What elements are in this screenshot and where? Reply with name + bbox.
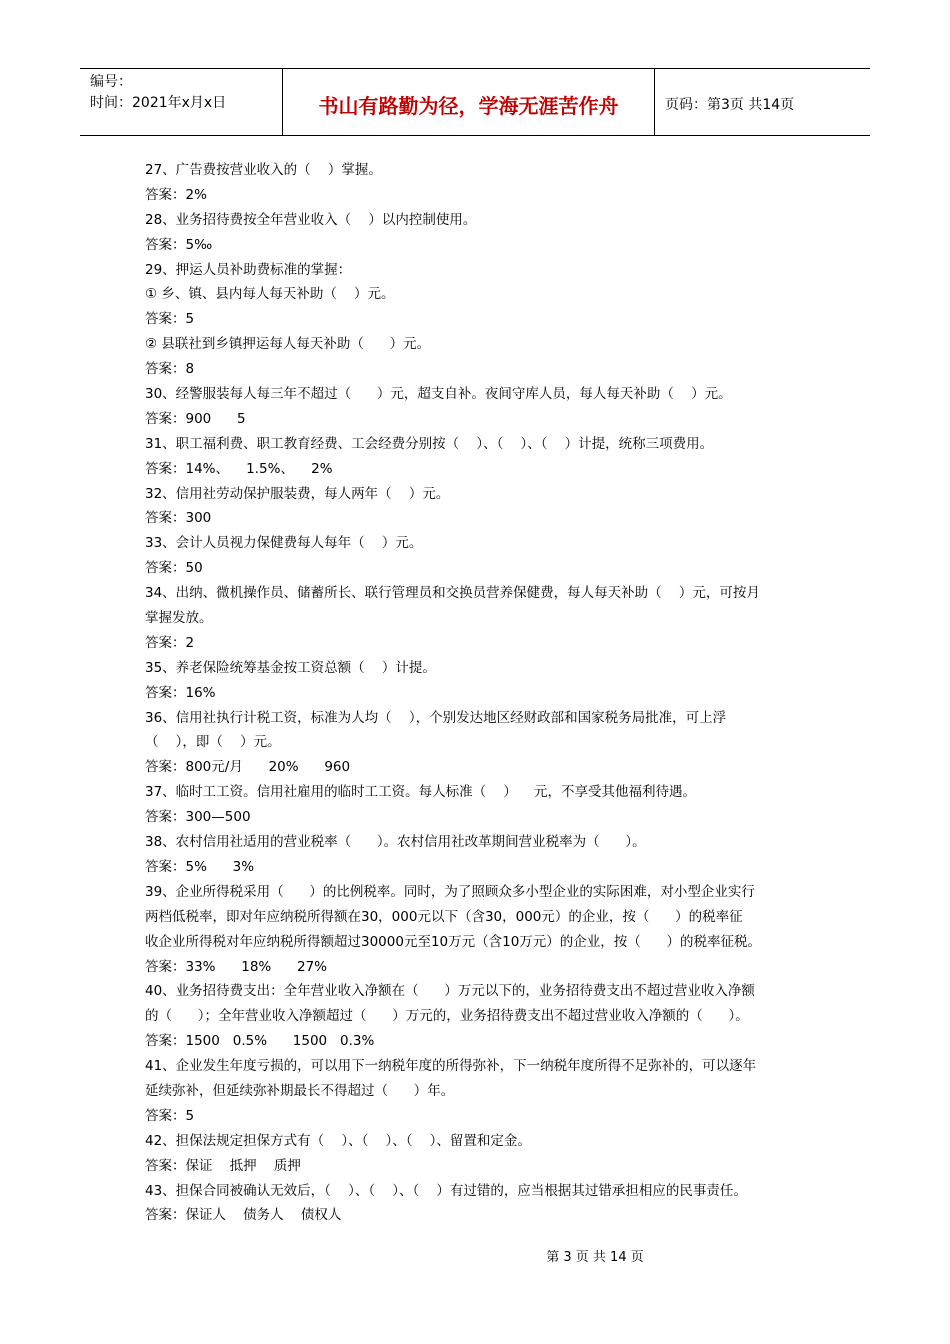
number-label: 编号：: [90, 74, 132, 90]
text-line: 38、农村信用社适用的营业税率（ ）。农村信用社改革期间营业税率为（ ）。: [145, 834, 646, 851]
text-line: 答案：5‰: [145, 236, 213, 253]
text-line: 答案：2%: [145, 186, 207, 203]
page-header: [80, 68, 870, 136]
text-line: 答案：5% 3%: [145, 858, 255, 875]
text-line: 的（ ）；全年营业收入净额超过（ ）万元的，业务招待费支出不超过营业收入净额的（ ）。: [145, 1008, 749, 1025]
text-line: 30、经警服装每人每三年不超过（ ）元，超支自补。夜间守库人员，每人每天补助（ ）元。: [145, 386, 732, 403]
text-line: 34、出纳、微机操作员、储蓄所长、联行管理员和交换员营养保健费，每人每天补助（ ）元，可按月: [145, 585, 760, 602]
text-line: 收企业所得税对年应纳税所得额超过30000元至10万元（含10万元）的企业，按（ ）的税率征税。: [145, 933, 762, 950]
text-line: 答案：50: [145, 560, 203, 577]
text-line: 答案：5: [145, 311, 195, 328]
text-line: 答案：14%、 1.5%、 2%: [145, 460, 333, 477]
text-line: 29、押运人员补助费标准的掌握：: [145, 261, 352, 278]
text-line: 41、企业发生年度亏损的，可以用下一纳税年度的所得弥补，下一纳税年度所得不足弥补的，可以逐年: [145, 1058, 757, 1075]
text-line: （ ），即（ ）元。: [145, 734, 281, 751]
page-footer: 第 3 页 共 14 页: [546, 1250, 644, 1265]
text-line: ① 乡、镇、县内每人每天补助（ ）元。: [145, 286, 395, 303]
text-line: 43、担保合同被确认无效后，（ ）、（ ）、（ ）有过错的，应当根据其过错承担相应的民事责任。: [145, 1182, 747, 1199]
text-line: 37、临时工工资。信用社雇用的临时工工资。每人标准（ ） 元，不享受其他福利待遇。: [145, 784, 697, 801]
text-line: 答案：2: [145, 634, 195, 651]
text-line: 28、业务招待费按全年营业收入（ ）以内控制使用。: [145, 211, 477, 228]
text-line: 掌握发放。: [145, 610, 213, 627]
text-line: 答案：300: [145, 510, 212, 527]
text-line: 36、信用社执行计税工资，标准为人均（ ），个别发达地区经财政部和国家税务局批准，可上浮: [145, 709, 727, 726]
text-line: 27、广告费按营业收入的（ ）掌握。: [145, 162, 382, 178]
text-line: 答案：800元/月 20% 960: [145, 759, 351, 776]
text-line: 42、担保法规定担保方式有（ ）、（ ）、（ ）、留置和定金。: [145, 1132, 531, 1149]
text-line: 答案：保证 抵押 质押: [145, 1157, 301, 1174]
text-line: 答案：33% 18% 27%: [145, 958, 328, 975]
text-line: 答案：5: [145, 1107, 195, 1124]
text-line: 31、职工福利费、职工教育经费、工会经费分别按（ ）、（ ）、（ ）计提，统称三项费用。: [145, 435, 714, 452]
page-number-label: 页码：第3页 共14页: [665, 97, 795, 113]
text-line: 32、信用社劳动保护服装费，每人两年（ ）元。: [145, 485, 450, 502]
text-line: 两档低税率，即对年应纳税所得额在30，000元以下（含30，000元）的企业，按（ ）的税率征: [145, 908, 743, 925]
time-label: 时间：2021年x月x日: [90, 95, 227, 111]
header-left-cell: [80, 69, 283, 135]
text-line: 答案：保证人 债务人 债权人: [145, 1207, 342, 1224]
text-line: 答案：8: [145, 361, 195, 378]
text-line: 33、会计人员视力保健费每人每年（ ）元。: [145, 535, 423, 552]
text-line: 35、养老保险统筹基金按工资总额（ ）计提。: [145, 659, 436, 676]
document-body: [145, 158, 815, 1228]
motto: 书山有路勤为径，学海无涯苦作舟: [283, 69, 655, 135]
text-line: 延续弥补，但延续弥补期最长不得超过（ ）年。: [145, 1082, 455, 1099]
text-line: 答案：16%: [145, 684, 216, 701]
text-line: 答案：900 5: [145, 410, 246, 427]
text-line: ② 县联社到乡镇押运每人每天补助（ ）元。: [145, 336, 431, 353]
text-line: 40、业务招待费支出：全年营业收入净额在（ ）万元以下的，业务招待费支出不超过营业收入净额: [145, 983, 755, 1000]
text-line: 答案：1500 0.5% 1500 0.3%: [145, 1033, 375, 1050]
text-line: 39、企业所得税采用（ ）的比例税率。同时，为了照顾众多小型企业的实际困难，对小型企业实行: [145, 883, 755, 900]
text-line: 答案：300—500: [145, 809, 251, 826]
